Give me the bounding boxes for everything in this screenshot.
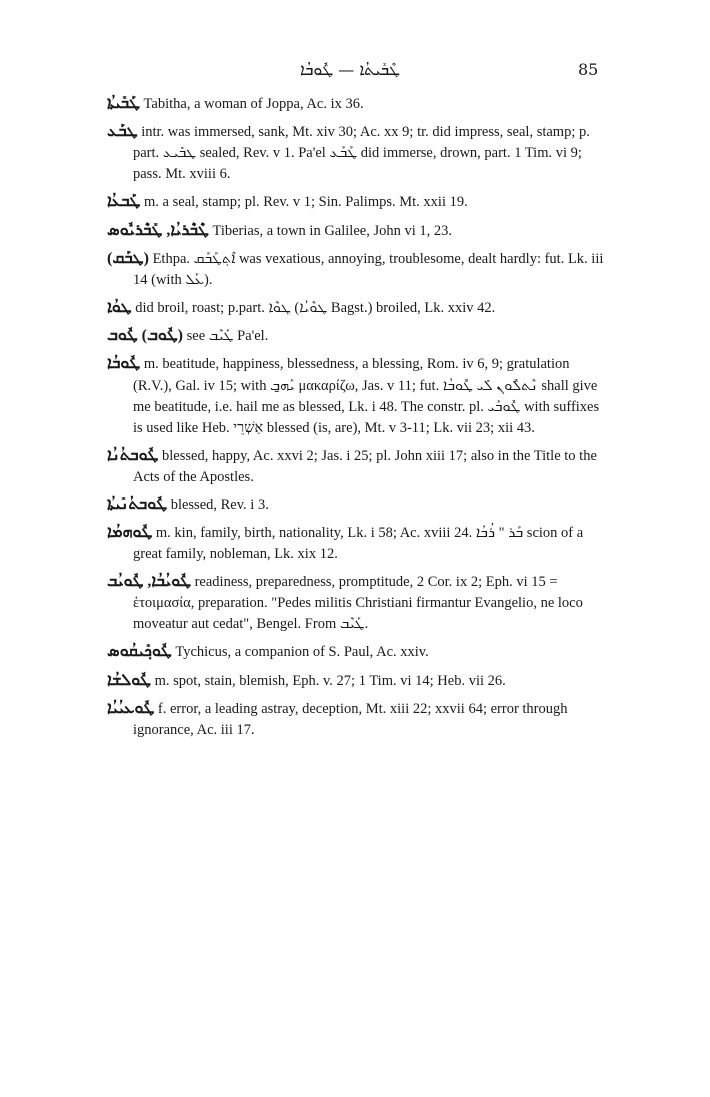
entry-headword: ܛܰܒܺܝܬܳܐ [107,95,140,112]
header-title: ܛܶܒܺܝܬܳܐ — ܛܽܘܒܳܐ [300,60,400,79]
entry-headword: (ܛܒܰܩ) [107,249,149,267]
entry-text: intr. was immersed, sank, Mt. xiv 30; Ac. xx 9; tr. did impress, seal, stamp; p. part. ܛܒܺܝܥ sealed, Rev. v 1. Pa'el ܛܰܒܰܥ did immerse, drown, part. 1 Tim. vi 9; pass. Mt. xviii 6. [133,124,590,183]
entry-beatitude [107,352,607,438]
entry-headword: ܛܽܘܠܫܳܐ [107,671,152,689]
entry-headword: (ܛܽܘܒ) ܛܽܘܒ [107,327,184,345]
entry-spot [107,669,607,692]
entry-text: Tychicus, a companion of S. Paul, Ac. xxiv. [171,644,429,661]
entry-text: readiness, preparedness, promptitude, 2 Cor. ix 2; Eph. vi 15 = ἑτοιμασία, preparation. "Pedes militis Christiani firmantur Evangelio, ne loco moveatur aut cedat", Bengel. From ܛܰܝܶܒ. [133,574,583,633]
entry-error [107,697,607,741]
running-header [0,58,710,84]
entry-text: Tabitha, a woman of Joppa, Ac. ix 36. [139,96,364,112]
entry-headword: ܛܰܒܥܳܐ [107,193,141,211]
entry-headword: ܛܘܳܐ [107,298,132,316]
entry-blessed-fem [107,493,607,516]
entry-seal [107,190,607,213]
entry-tychicus [107,640,607,663]
entry-readiness [107,570,607,635]
entry-text: m. kin, family, birth, nationality, Lk. i 58; Ac. xviii 24. ܒܰܪ " ܪܳܒܳܐ scion of a great family, nobleman, Lk. xix 12. [133,524,584,563]
entry-headword: ܛܒܰܥ [107,123,138,141]
entry-text: Ethpa. ܐܶܬ݂ܛܰܒܰܩ was vexatious, annoying, troublesome, dealt hardly: fut. Lk. iii 14 (with ܥܰܠ). [133,250,604,288]
entry-text: f. error, a leading astray, deception, Mt. xiii 22; xxvii 64; error through ignorance, Ac. iii 17. [133,700,568,738]
entry-text: Tiberias, a town in Galilee, John vi 1, 23. [208,222,452,239]
entry-headword: ܛܽܘܥܝܳܝܳܐ [107,699,155,717]
entry-text: did broil, roast; p.part. ܛܘܶܐ (ܛܘܶܝܳܐ Bagst.) broiled, Lk. xxiv 42. [131,299,496,316]
entry-tba [107,120,607,185]
entry-headword: ܛܽܘܒܳܐ [107,355,141,373]
entry-text: blessed, Rev. i 3. [167,496,269,513]
entry-tiberias [107,219,607,242]
entry-blessed [107,444,607,488]
page-number: 85 [578,60,599,79]
entry-headword: ܛܽܘܒܬܳܢܺܝܬܳܐ [107,495,168,513]
entry-text: m. a seal, stamp; pl. Rev. v 1; Sin. Palimps. Mt. xxii 19. [140,194,468,211]
entry-headword: ܛܽܘܟ݂ܺܝܩܳܘܣ [107,643,172,661]
entry-text: m. beatitude, happiness, blessedness, a blessing, Rom. iv 6, 9; gratulation (R.V.), Gal. iv 15; with ܝܰܗ̱ܒ μακαρίζω, Jas. v 11; fut. ܢܶܬܠܽܘܢ ܠܺܝ ܛܽܘܒܳܐ shall give me beatitude, i.e. hail me as blessed, Lk. i 48. The constr. pl. ܛܽܘܒܰܝ with suffixes is used like Heb. אַשְׁרֵי blessed (is, are), Mt. v 3-11; Lk. vii 23; xii 43. [133,356,600,436]
entry-list [107,92,607,746]
entry-ethpa [107,247,607,291]
entry-text: see ܛܰܝܶܒ Pa'el. [183,328,269,345]
entry-headword: ܛܽܘܒܬܳܢܳܐ [107,446,159,464]
entry-text: blessed, happy, Ac. xxvi 2; Jas. i 25; pl. John xiii 17; also in the Title to the Acts of the Apostles. [133,447,597,485]
entry-headword: ܛܶܒܶܪܝܳܐ, ܛܺܒܶܪܝܽܘܣ [107,221,209,239]
entry-headword: ܛܽܘܝܳܒܳܐ, ܛܽܘܝܳܒ [107,573,191,591]
entry-tub-see [107,324,607,347]
entry-headword: ܛܽܘܗܡܳܐ [107,523,153,541]
entry-tabitha [107,92,607,115]
entry-kin [107,521,607,565]
entry-broil [107,296,607,319]
entry-text: m. spot, stain, blemish, Eph. v. 27; 1 Tim. vi 14; Heb. vii 26. [151,672,506,689]
